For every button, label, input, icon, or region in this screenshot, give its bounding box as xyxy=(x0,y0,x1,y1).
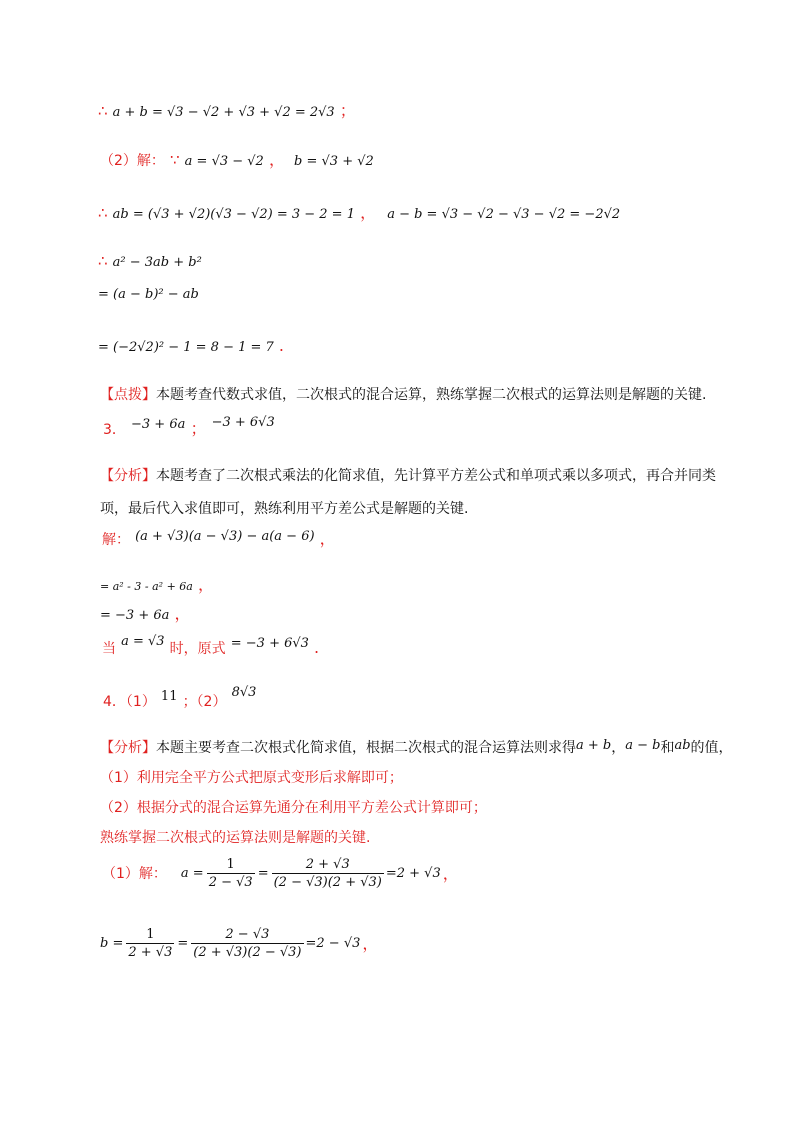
math-expression: = (a − b)² − ab xyxy=(98,287,199,302)
solution-label: （1）解： xyxy=(102,865,167,882)
question-number: 4．（1） xyxy=(103,694,156,710)
math-expression: b = √3 + √2 xyxy=(294,154,374,169)
analysis-text: ， xyxy=(611,740,626,756)
punctuation: . xyxy=(278,336,284,355)
punctuation: ； xyxy=(339,101,356,120)
analysis-label: 【分析】 xyxy=(100,740,156,756)
analysis-4-line-4 xyxy=(100,831,370,845)
fraction-denominator: (2 + √3)(2 − √3) xyxy=(193,945,302,960)
solution-3-step-1 xyxy=(102,531,336,547)
punctuation: ， xyxy=(197,575,214,594)
fraction-numerator: 1 xyxy=(126,928,174,944)
fraction xyxy=(207,858,255,889)
solution-4-a xyxy=(102,858,459,889)
solution-4-b xyxy=(100,928,378,959)
answer-2: −3 + 6√3 xyxy=(211,415,275,430)
punctuation: ， xyxy=(360,203,377,222)
tip-label: 【点拨】 xyxy=(100,387,156,403)
line-sum xyxy=(98,103,356,119)
solution-3-step-4 xyxy=(102,634,320,657)
fraction xyxy=(191,928,303,959)
math-expression: = (−2√2)² − 1 = 8 − 1 = 7 xyxy=(98,340,274,355)
question-number: 3． xyxy=(103,422,126,438)
analysis-3-line-2 xyxy=(100,502,468,516)
analysis-label: 【分析】 xyxy=(100,468,156,484)
math-expression: ab = (√3 + √2)(√3 − √2) = 3 − 2 = 1 xyxy=(112,207,355,222)
math-expression: a = √3 xyxy=(121,634,165,649)
answer-2: 8√3 xyxy=(231,685,257,700)
punctuation: ， xyxy=(442,863,459,883)
tip-text: 本题考查代数式求值，二次根式的混合运算，熟练掌握二次根式的运算法则是解题的关键. xyxy=(156,387,707,403)
analysis-text: 项，最后代入求值即可，熟练利用平方差公式是解题的关键. xyxy=(100,501,469,517)
because-symbol: ∵ xyxy=(170,151,180,169)
punctuation: ， xyxy=(319,529,336,548)
math-expression: = −3 + 6a xyxy=(100,608,170,623)
analysis-text: 熟练掌握二次根式的运算法则是解题的关键. xyxy=(100,830,371,846)
math-expression: a² − 3ab + b² xyxy=(112,255,202,270)
fraction-numerator: 2 + √3 xyxy=(272,858,384,874)
math-expression: a − b xyxy=(625,738,661,753)
math-expression: a = √3 − √2 xyxy=(184,154,264,169)
math-expression: = −3 + 6√3 xyxy=(230,636,309,651)
fraction-denominator: 2 + √3 xyxy=(128,945,173,960)
fraction-denominator: 2 − √3 xyxy=(208,875,253,890)
analysis-4-line-3 xyxy=(100,801,487,815)
math-expression: a − b = √3 − √2 − √3 − √2 = −2√2 xyxy=(387,207,621,222)
question-4-answer xyxy=(103,685,257,710)
fraction xyxy=(126,928,174,959)
math-expression: (a + √3)(a − √3) − a(a − 6) xyxy=(135,529,315,544)
line-result xyxy=(98,338,284,354)
math-expression: a + b xyxy=(576,738,612,753)
analysis-text: 的值， xyxy=(690,740,733,756)
solution-3-step-2 xyxy=(100,577,214,593)
analysis-text: 和 xyxy=(660,740,675,756)
punctuation: ， xyxy=(362,933,379,953)
line-product-difference xyxy=(98,205,620,221)
answer-1: 11 xyxy=(160,689,178,704)
punctuation: ； xyxy=(190,419,207,438)
answer-separator: ；（2） xyxy=(182,694,227,710)
condition-text: 时，原式 xyxy=(169,641,226,657)
math-expression: a + b = √3 − √2 + √3 + √2 = 2√3 xyxy=(112,105,335,120)
line-part2-given xyxy=(100,152,374,168)
analysis-text: （2）根据分式的混合运算先通分在利用平方差公式计算即可； xyxy=(100,800,487,816)
math-lhs: a = xyxy=(180,866,204,881)
math-expression: ab xyxy=(674,738,691,753)
therefore-symbol: ∴ xyxy=(98,252,108,270)
math-result: =2 + √3 xyxy=(385,866,441,881)
analysis-4-line-1 xyxy=(100,738,733,756)
tip-paragraph xyxy=(100,388,706,402)
analysis-3-line-1 xyxy=(100,469,716,483)
equals-sign: = xyxy=(177,936,189,951)
fraction-numerator: 1 xyxy=(207,858,255,874)
line-rewrite xyxy=(98,285,199,301)
math-expression: = a² - 3 - a² + 6a xyxy=(100,580,193,593)
analysis-text: （1）利用完全平方公式把原式变形后求解即可； xyxy=(100,770,403,786)
question-3-answer xyxy=(103,415,275,438)
condition-label: 当 xyxy=(102,641,116,657)
equals-sign: = xyxy=(257,866,269,881)
fraction xyxy=(272,858,384,889)
fraction-denominator: (2 − √3)(2 + √3) xyxy=(273,875,382,890)
analysis-text: 本题考查了二次根式乘法的化简求值，先计算平方差公式和单项式乘以多项式，再合并同类 xyxy=(156,468,716,484)
solution-3-step-3 xyxy=(100,606,190,622)
math-result: =2 − √3 xyxy=(305,936,361,951)
analysis-4-line-2 xyxy=(100,771,403,785)
therefore-symbol: ∴ xyxy=(98,204,108,222)
solution-label: 解： xyxy=(102,532,130,548)
line-expression xyxy=(98,253,202,269)
part-label: （2）解： xyxy=(100,153,165,169)
analysis-text: 本题主要考查二次根式化简求值，根据二次根式的混合运算法则求得 xyxy=(156,740,576,756)
therefore-symbol: ∴ xyxy=(98,102,108,120)
punctuation: ， xyxy=(268,150,285,169)
punctuation: . xyxy=(314,638,320,657)
math-lhs: b = xyxy=(100,936,124,951)
answer-1: −3 + 6a xyxy=(131,417,186,432)
punctuation: ， xyxy=(174,604,191,623)
fraction-numerator: 2 − √3 xyxy=(191,928,303,944)
